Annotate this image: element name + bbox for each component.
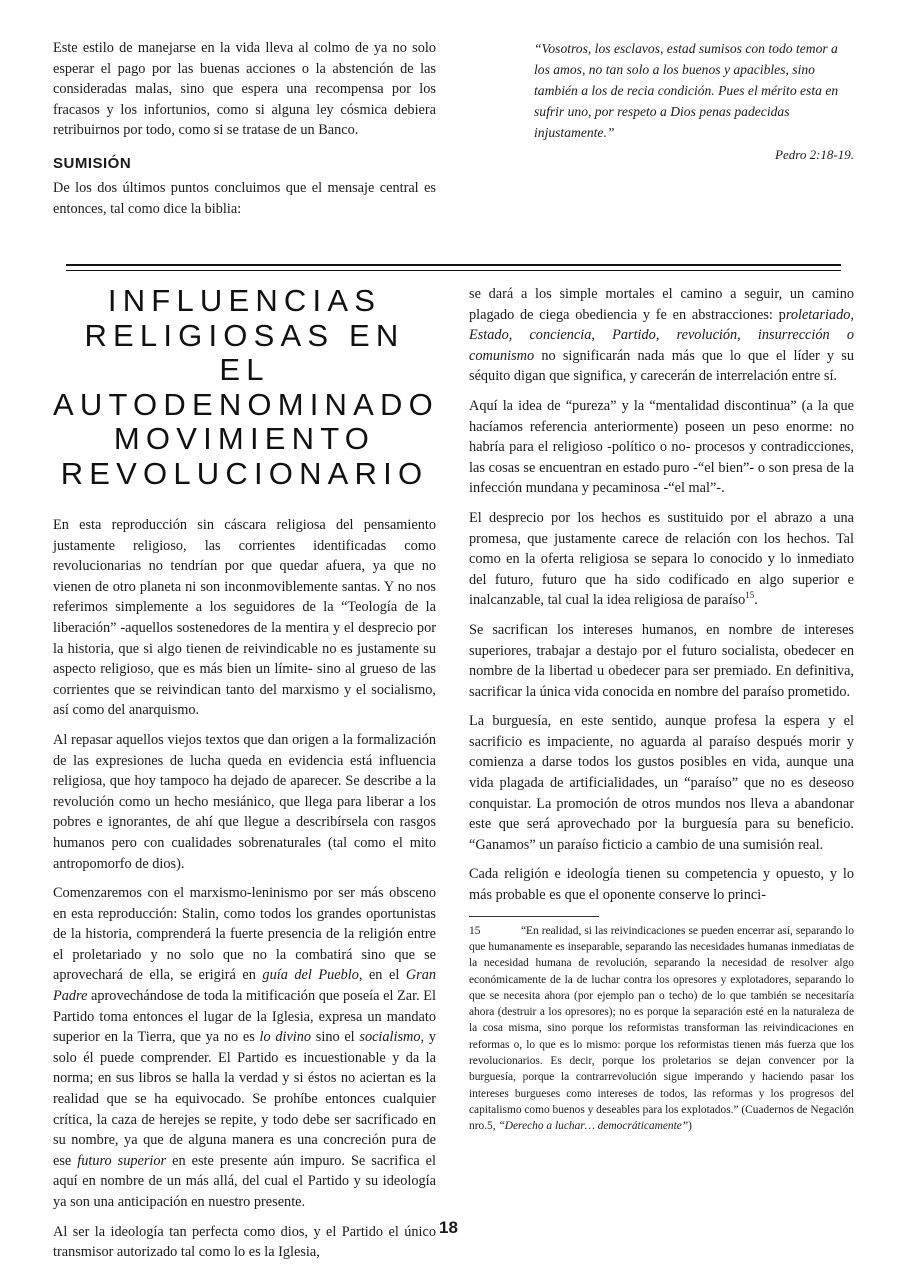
article-left-column — [53, 283, 439, 1272]
title-line: INFLUENCIAS — [107, 283, 382, 318]
body-paragraph: Comenzaremos con el marxismo-leninismo por ser más obsceno en esta reproducción: Stalin, como todos los grandes oportunistas de la historia, comprenderá la fuerte presencia de la religión entre el proletariado y no solo que no la combatirá sino que se aprovechará de ella, se erigirá en guía del Pueblo, en el Gran Padre aprovechándose de toda la mitificación que poseía el Zar. El Partido toma entonces el lugar de la Iglesia, expresa un mandato superior en la Tierra, que ya no es lo divino sino el socialismo, y solo él puede comprender. El Partido es incuestionable y da la norma; en sus libros se halla la verdad y si éstos no aciertan es la realidad que se ha equivocado. Se prohíbe entonces cualquier crítica, la caza de herejes se repite, y todo debe ser sacrificado en su nombre, ya que de alguna manera es una concreción pura de ese futuro superior en este presente aún impuro. Se sacrifica el aquí en nombre de un más allá, del cual el Partido y su ideología ya son una anticipación en nuestro presente. — [53, 885, 437, 1210]
quote-reference: Pedro 2:18-19. — [775, 147, 854, 162]
bible-quote — [534, 38, 854, 163]
body-paragraph: Se sacrifican los intereses humanos, en nombre de intereses superiores, trabajar a destajo por el futuro socialista, obedecer en nombre de la libertad u obedecer para ser premiado. En definitiva, sacrificar la única vida conocida en nombre del paraíso prometido. — [469, 621, 854, 700]
footnote: 15 “En realidad, si las reivindicaciones se pueden encerrar así, separando lo que humanamente es inseparable, separando las necesidades humanas inmediatas de la necesidad humana de revolución, separando la necesidad de resolver algo económicamente de la de luchar contra los opresores y explotadores, separando lo que se necesita ahora (por ejemplo pan o techo) de lo que también se necesitaría ahora (destruir a los opresores); no es porque la separación esté en la naturaleza de la cosa misma, sino porque los reformistas transforman las reivindicaciones en reformas o, lo que es lo mismo: porque los reformistas tienen más fuerza que los revolucionarios. Es decir, porque los proletarios se dejan convencer por la burguesía, porque la contrarrevolución sigue imperando y haciendo pasar los intereses burgueses como intereses de todos, las reformas y los progresos del capitalismo como buenos y deseables para los explotados.” (Cuadernos de Negación nro.5, “Derecho a luchar… democráticamente”) — [469, 924, 854, 1133]
intro-paragraph: Este estilo de manejarse en la vida lleva al colmo de ya no solo esperar el pago por las buenas acciones o la abstención de las consideradas malas, sino que espera una recompensa por los fracasos y los infortunios, como si alguna ley cósmica debiera retribuirnos por todo, como si se tratase de un Banco. — [53, 40, 436, 139]
top-left-column — [53, 38, 436, 228]
quote-text: “Vosotros, los esclavos, estad sumisos con todo temor a los amos, no tan solo a los buenos y apacibles, sino también a los de recia condición. Pues el mérito esta en sufrir uno, por respeto a Dios penas padecidas injustamente.” — [534, 41, 839, 140]
title-line: REVOLUCIONARIO — [60, 455, 429, 491]
body-paragraph: El desprecio por los hechos es sustituido por el abrazo a una promesa, que justamente carece de relación con los hechos. Tal como en la oferta religiosa se separa lo conocido y lo inmediato del futuro, futuro que ha sido codificado en algo superior e inalcanzable, tal cual la idea religiosa de paraíso$^{15}$. — [469, 509, 854, 609]
footnote-divider — [469, 916, 599, 917]
body-paragraph: Al repasar aquellos viejos textos que dan origen a la formalización de las expresiones de lucha queda en evidencia está influencia religiosa, que hoy tampoco ha dejado de aparecer. Se describe a la revolución como un hecho mesiánico, que llega para liberar a los pobres e ignorantes, de ahí que llegue a describírsela con rasgos humanos pero con cualidades sobrenaturales (tal como el mito antropomorfo de dios). — [53, 731, 436, 872]
body-paragraph: se dará a los simple mortales el camino a seguir, un camino plagado de ciega obediencia y fe en abstracciones: proletariado, Estado, conciencia, Partido, revolución, insurrección o comunismo no significarán nada más que lo que el líder y su séquito digan que significa, y carecerán de interrelación entre sí. — [469, 286, 854, 385]
section-divider-thick — [66, 264, 841, 266]
section-subheading: SUMISIÓN — [53, 154, 132, 172]
body-paragraph: La burguesía, en este sentido, aunque profesa la espera y el sacrificio es impaciente, no aguarda al paraíso después morir y comienza a darse todos los gustos posibles en vida, aunque una vida plagada de artificialidades, un “paraíso” que no es deseoso conquistar. La promoción de otros mundos nos lleva a abandonar este que será aprovechado por la burguesía para su beneficio. “Ganamos” un paraíso ficticio a cambio de una sumisión real. — [469, 713, 854, 853]
article-title — [53, 283, 439, 491]
title-line: AUTODENOMINADO — [53, 386, 439, 422]
title-line: RELIGIOSAS EN EL — [84, 317, 405, 387]
body-paragraph: Cada religión e ideología tienen su competencia y opuesto, y lo más probable es que el oponente conserve lo princi- — [469, 866, 854, 904]
footnote-number: 15 — [469, 924, 481, 937]
body-paragraph: Aquí la idea de “pureza” y la “mentalidad discontinua” (a la que hacíamos referencia anteriormente) poseen un peso enorme: no habría para el religioso -político o no- procesos y contradicciones, las cosas se encuentran en estado puro -“el bien”- o son presa de la infección mundana y pecaminosa -“el mal”-. — [469, 397, 854, 497]
section-divider-thin — [66, 270, 841, 271]
page-number: 18 — [439, 1218, 458, 1237]
body-paragraph: En esta reproducción sin cáscara religiosa del pensamiento justamente religioso, las corrientes identificadas como revolucionarias no tendrían por que quedar afuera, ya que no vienen de otro planeta ni son inconmoviblemente santas. Y no nos referimos simplemente a los seguidores de la “Teología de la liberación” -aquellos sostenedores de la mentira y el desprecio por la historia, que si algo tienen de reivindicable no es justamente su aspecto religioso, que es más bien un límite- sino al grueso de las corrientes que se reivindican tanto del marxismo y el socialismo, así como del anarquismo. — [53, 517, 436, 719]
title-line: MOVIMIENTO — [113, 421, 376, 456]
lead-paragraph: De los dos últimos puntos concluimos que el mensaje central es entonces, tal como dice la biblia: — [53, 179, 436, 217]
article-right-column — [469, 284, 854, 1134]
footnote-marker[interactable]: 15 — [745, 590, 755, 601]
body-paragraph: Al ser la ideología tan perfecta como dios, y el Partido el único transmisor autorizado tal como lo es la Iglesia, — [53, 1223, 436, 1261]
